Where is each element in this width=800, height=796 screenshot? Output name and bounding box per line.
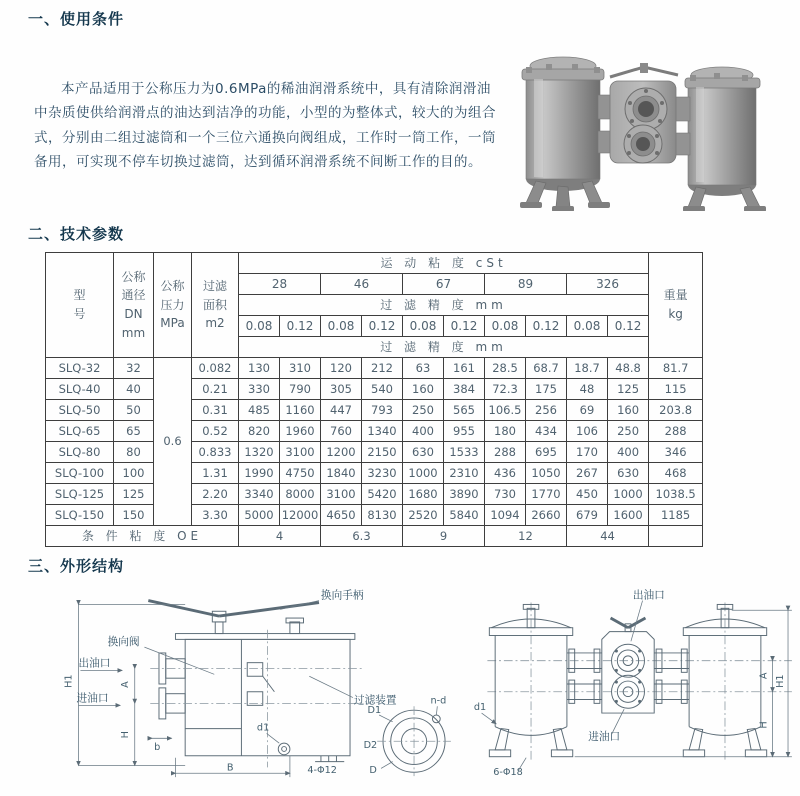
dim-label-h1: H1 (775, 674, 787, 688)
cell-model: SLQ-150 (46, 505, 114, 526)
table-cell: 1200 (321, 442, 362, 463)
dim-label-a: A (759, 672, 771, 680)
table-cell: 1000 (608, 484, 649, 505)
table-cell: 1094 (485, 505, 526, 526)
table-cell: 955 (444, 421, 485, 442)
table-cell: 161 (444, 358, 485, 379)
precision-value: 0.08 (567, 316, 608, 337)
table-cell: 2150 (362, 442, 403, 463)
table-cell: 434 (526, 421, 567, 442)
duplex-filter-drawing (468, 580, 800, 786)
table-cell: 695 (526, 442, 567, 463)
table-cell: 48.8 (608, 358, 649, 379)
bolt-note-label: 4-Φ12 (307, 765, 337, 777)
cell-weight: 203.8 (649, 400, 703, 421)
viscosity-value: 67 (403, 274, 485, 295)
table-cell: 1533 (444, 442, 485, 463)
table-cell: 1600 (608, 505, 649, 526)
cell-dn: 32 (114, 358, 154, 379)
inlet-label: 进油口 (588, 730, 621, 744)
table-cell: 1960 (280, 421, 321, 442)
cell-model: SLQ-50 (46, 400, 114, 421)
cell-dn: 50 (114, 400, 154, 421)
handle-label: 换向手柄 (320, 588, 364, 602)
table-cell: 8000 (280, 484, 321, 505)
table-cell: 3890 (444, 484, 485, 505)
table-cell: 160 (608, 400, 649, 421)
header-line: 面积 (202, 297, 227, 312)
cell-pressure: 0.6 (154, 358, 192, 526)
table-cell: 48 (567, 379, 608, 400)
cell-area: 0.082 (192, 358, 239, 379)
outlet-label: 出油口 (633, 588, 666, 602)
table-cell: 793 (362, 400, 403, 421)
table-cell: 120 (321, 358, 362, 379)
footer-value: 44 (567, 526, 649, 547)
table-cell: 5840 (444, 505, 485, 526)
outline-drawings (30, 580, 800, 788)
cell-weight: 346 (649, 442, 703, 463)
table-cell: 63 (403, 358, 444, 379)
cell-area: 0.31 (192, 400, 239, 421)
precision-value: 0.12 (280, 316, 321, 337)
table-cell: 330 (239, 379, 280, 400)
header-line: DN (124, 307, 143, 321)
table-cell: 212 (362, 358, 403, 379)
table-cell: 630 (403, 442, 444, 463)
table-cell: 4650 (321, 505, 362, 526)
header-line: m2 (205, 316, 225, 331)
footer-value: 6.3 (321, 526, 403, 547)
table-cell: 3230 (362, 463, 403, 484)
table-cell: 1050 (526, 463, 567, 484)
table-cell: 1160 (280, 400, 321, 421)
table-cell: 69 (567, 400, 608, 421)
cell-weight: 1038.5 (649, 484, 703, 505)
table-cell: 8130 (362, 505, 403, 526)
table-cell: 18.7 (567, 358, 608, 379)
table-cell: 436 (485, 463, 526, 484)
table-cell: 1680 (403, 484, 444, 505)
header-line: mm (121, 325, 146, 340)
table-cell: 400 (403, 421, 444, 442)
precision-value: 0.08 (239, 316, 280, 337)
table-row (46, 463, 703, 484)
table-cell: 679 (567, 505, 608, 526)
footer-value: 9 (403, 526, 485, 547)
table-cell: 485 (239, 400, 280, 421)
cell-dn: 40 (114, 379, 154, 400)
table-cell: 400 (608, 442, 649, 463)
cell-area: 0.21 (192, 379, 239, 400)
detail-d2-label: D2 (363, 740, 378, 752)
table-cell: 12000 (280, 505, 321, 526)
header-line: 过滤 (202, 279, 227, 294)
dim-label-b-small: b (154, 741, 161, 753)
table-row (46, 484, 703, 505)
cell-model: SLQ-80 (46, 442, 114, 463)
viscosity-value: 326 (567, 274, 649, 295)
table-cell: 250 (608, 421, 649, 442)
cell-dn: 100 (114, 463, 154, 484)
table-cell: 106.5 (485, 400, 526, 421)
table-cell: 540 (362, 379, 403, 400)
valve-label: 换向阀 (107, 635, 140, 649)
table-cell: 820 (239, 421, 280, 442)
col-header-model (46, 253, 114, 358)
table-cell: 565 (444, 400, 485, 421)
table-row (46, 505, 703, 526)
cell-model: SLQ-32 (46, 358, 114, 379)
outlet-label: 出油口 (78, 656, 111, 670)
cell-model: SLQ-40 (46, 379, 114, 400)
precision-value: 0.12 (526, 316, 567, 337)
structure-section-title: 三、外形结构 (28, 557, 125, 575)
usage-paragraph: 本产品适用于公称压力为0.6MPa的稀油润滑系统中，具有清除润滑油中杂质使供给润滑点的油达到洁净的功能，小型的为整体式，较大的为组合式，分别由二组过滤筒和一个三位六通换向阀组成，工作时一筒工作，一筒备用，可实现不停车切换过滤筒，达到循环润滑系统不间断工作的目的。 (34, 81, 496, 170)
precision-value: 0.12 (608, 316, 649, 337)
table-cell: 1340 (362, 421, 403, 442)
header-line: 型 (73, 288, 86, 303)
table-cell: 4750 (280, 463, 321, 484)
cell-weight: 1185 (649, 505, 703, 526)
table-cell: 5420 (362, 484, 403, 505)
dim-label-h: H (119, 731, 131, 739)
table-cell: 730 (485, 484, 526, 505)
table-cell: 250 (403, 400, 444, 421)
detail-nd-label: n-d (430, 695, 447, 707)
dim-label-b: B (226, 762, 234, 774)
table-cell: 2310 (444, 463, 485, 484)
cell-area: 0.52 (192, 421, 239, 442)
params-section-title: 二、技术参数 (28, 225, 125, 243)
table-cell: 1840 (321, 463, 362, 484)
table-cell: 3100 (321, 484, 362, 505)
table-cell: 175 (526, 379, 567, 400)
table-cell: 447 (321, 400, 362, 421)
col-header-dn (114, 253, 154, 358)
table-cell: 3340 (239, 484, 280, 505)
header-line: 公称 (121, 269, 146, 284)
cell-dn: 150 (114, 505, 154, 526)
table-cell: 1770 (526, 484, 567, 505)
viscosity-value: 28 (239, 274, 321, 295)
table-cell: 450 (567, 484, 608, 505)
table-cell: 305 (321, 379, 362, 400)
col-header-pressure (154, 253, 192, 358)
viscosity-value: 89 (485, 274, 567, 295)
table-cell: 1990 (239, 463, 280, 484)
footer-value: 12 (485, 526, 567, 547)
header-line: MPa (160, 316, 185, 331)
dim-label-h1: H1 (63, 674, 75, 688)
duplex-filter-photo (506, 33, 784, 211)
header-line: kg (668, 307, 683, 321)
table-cell: 2660 (526, 505, 567, 526)
table-row (46, 358, 703, 379)
precision-value: 0.12 (362, 316, 403, 337)
table-cell: 1000 (403, 463, 444, 484)
cell-weight: 468 (649, 463, 703, 484)
table-cell: 160 (403, 379, 444, 400)
detail-d-label: D (369, 765, 377, 777)
single-filter-drawing (30, 580, 468, 788)
col-header-area (192, 253, 239, 358)
bolt-note-label: 6-Φ18 (493, 767, 524, 779)
table-cell: 5000 (239, 505, 280, 526)
table-row (46, 421, 703, 442)
cell-model: SLQ-65 (46, 421, 114, 442)
table-cell: 130 (239, 358, 280, 379)
table-cell: 106 (567, 421, 608, 442)
precision-label: 过 滤 精 度 mm (239, 337, 649, 358)
table-cell: 1320 (239, 442, 280, 463)
header-line: 压力 (160, 297, 185, 312)
cell-weight: 288 (649, 421, 703, 442)
table-cell: 790 (280, 379, 321, 400)
header-line: 通径 (121, 288, 146, 303)
dim-label-h: H (759, 721, 771, 729)
table-cell: 72.3 (485, 379, 526, 400)
header-line: 公称 (160, 279, 185, 294)
table-cell: 267 (567, 463, 608, 484)
cell-model: SLQ-125 (46, 484, 114, 505)
table-row (46, 442, 703, 463)
cell-dn: 125 (114, 484, 154, 505)
precision-label: 过 滤 精 度 mm (239, 295, 649, 316)
product-photo (506, 33, 784, 211)
table-cell: 310 (280, 358, 321, 379)
footer-empty-cell (649, 526, 703, 547)
table-cell: 630 (608, 463, 649, 484)
cell-area: 3.30 (192, 505, 239, 526)
table-cell: 256 (526, 400, 567, 421)
precision-value: 0.08 (403, 316, 444, 337)
precision-value: 0.08 (485, 316, 526, 337)
header-line: 号 (73, 307, 86, 321)
table-header-row (46, 253, 703, 274)
inlet-label: 进油口 (76, 691, 109, 705)
viscosity-value: 46 (321, 274, 403, 295)
technical-parameters-table (45, 252, 703, 547)
table-cell: 180 (485, 421, 526, 442)
usage-section (0, 29, 800, 215)
col-header-weight (649, 253, 703, 358)
cell-dn: 65 (114, 421, 154, 442)
footer-value: 4 (239, 526, 321, 547)
cell-dn: 80 (114, 442, 154, 463)
col-header-viscosity: 运 动 粘 度 cSt (239, 253, 649, 274)
table-row (46, 400, 703, 421)
table-footer-row (46, 526, 703, 547)
table-cell: 170 (567, 442, 608, 463)
precision-value: 0.12 (444, 316, 485, 337)
table-cell: 760 (321, 421, 362, 442)
cell-weight: 81.7 (649, 358, 703, 379)
cell-area: 1.31 (192, 463, 239, 484)
table-cell: 2520 (403, 505, 444, 526)
header-line: 重量 (663, 288, 688, 303)
table-row (46, 379, 703, 400)
table-cell: 3100 (280, 442, 321, 463)
cell-model: SLQ-100 (46, 463, 114, 484)
table-cell: 125 (608, 379, 649, 400)
dim-label-a: A (119, 681, 131, 688)
precision-value: 0.08 (321, 316, 362, 337)
usage-section-title: 一、使用条件 (28, 10, 125, 28)
cell-weight: 115 (649, 379, 703, 400)
table-cell: 384 (444, 379, 485, 400)
table-cell: 288 (485, 442, 526, 463)
cell-area: 2.20 (192, 484, 239, 505)
dim-label-d1: d1 (474, 702, 487, 714)
filter-device-label: 过滤装置 (353, 693, 397, 707)
table-cell: 28.5 (485, 358, 526, 379)
detail-d1-label: D1 (367, 705, 382, 717)
dim-label-d1: d1 (256, 722, 270, 734)
cell-area: 0.833 (192, 442, 239, 463)
footer-label: 条 件 粘 度 OE (46, 526, 239, 547)
table-cell: 68.7 (526, 358, 567, 379)
